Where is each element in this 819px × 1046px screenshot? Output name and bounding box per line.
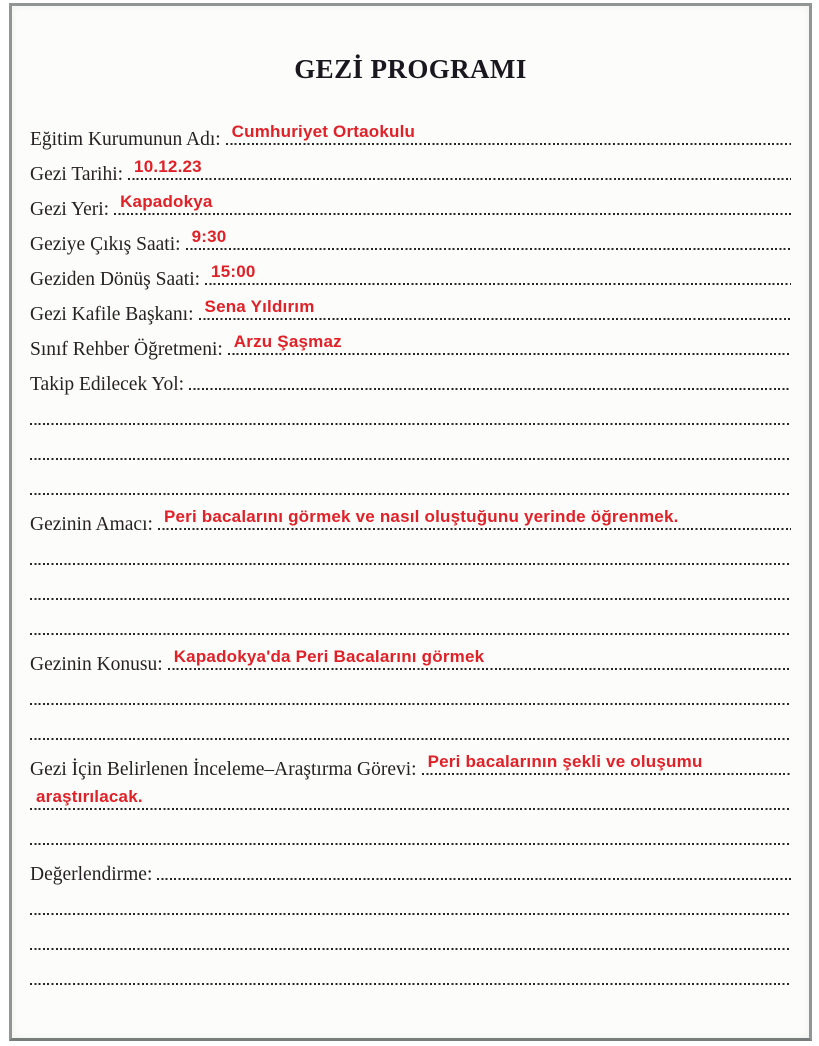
field-sinif-rehber-ogretmeni: [30, 325, 791, 360]
blank-line: [30, 535, 791, 570]
blank-line: [30, 570, 791, 605]
handwritten-value: Kapadokya'da Peri Bacalarını görmek: [173, 647, 485, 666]
dotted-line: [168, 647, 791, 670]
field-label: Gezinin Konusu:: [30, 653, 163, 675]
blank-line: [30, 885, 791, 920]
handwritten-value: 15:00: [211, 262, 256, 281]
field-label: Eğitim Kurumunun Adı:: [30, 128, 221, 150]
dotted-line: [157, 877, 791, 880]
dotted-line: [199, 297, 791, 320]
field-label: Geziye Çıkış Saati:: [30, 233, 181, 255]
field-label: Gezi İçin Belirlenen İnceleme–Araştırma Görevi:: [30, 758, 417, 780]
field-label: Gezi Tarihi:: [30, 163, 124, 185]
blank-line: [30, 465, 791, 500]
dotted-line: [30, 982, 791, 985]
scanned-form-page: [9, 3, 812, 1041]
blank-line: [30, 430, 791, 465]
blank-line: [30, 920, 791, 955]
blank-line: [30, 675, 791, 710]
field-gezinin-amaci: [30, 500, 791, 535]
handwritten-value: Arzu Şaşmaz: [233, 332, 342, 351]
handwritten-value: araştırılacak.: [36, 787, 143, 806]
dotted-line: [30, 842, 791, 845]
dotted-line: [30, 912, 791, 915]
dotted-line: [30, 702, 791, 705]
dotted-line: [228, 332, 791, 355]
dotted-line: [30, 597, 791, 600]
field-label: Gezinin Amacı:: [30, 513, 153, 535]
field-gezi-tarihi: [30, 150, 791, 185]
field-label: Geziden Dönüş Saati:: [30, 268, 201, 290]
field-gezinin-konusu: [30, 640, 791, 675]
dotted-line: [30, 737, 791, 740]
handwritten-value: 9:30: [191, 227, 227, 246]
dotted-line: [158, 507, 791, 530]
field-gezi-kafile-baskani: [30, 290, 791, 325]
dotted-line: [30, 457, 791, 460]
field-geziden-donus-saati: [30, 255, 791, 290]
dotted-line: [30, 562, 791, 565]
field-label: Sınıf Rehber Öğretmeni:: [30, 338, 223, 360]
field-label: Takip Edilecek Yol:: [30, 373, 185, 395]
dotted-line: [205, 262, 791, 285]
field-label: Değerlendirme:: [30, 863, 153, 885]
blank-line: [30, 710, 791, 745]
field-egitim-kurumunun-adi: [30, 115, 791, 150]
dotted-line: [422, 752, 791, 775]
handwritten-value: Sena Yıldırım: [204, 297, 315, 316]
field-degerlendirme: [30, 850, 791, 885]
value-continuation-line: [30, 780, 791, 815]
handwritten-value: Peri bacalarını görmek ve nasıl oluştuğunu yerinde öğrenmek.: [163, 507, 679, 526]
page-title: GEZİ PROGRAMI: [294, 54, 527, 84]
handwritten-value: Peri bacalarının şekli ve oluşumu: [427, 752, 703, 771]
field-label: Gezi Kafile Başkanı:: [30, 303, 194, 325]
blank-line: [30, 605, 791, 640]
field-geziye-cikis-saati: [30, 220, 791, 255]
dotted-line: [189, 387, 791, 390]
dotted-line: [30, 422, 791, 425]
dotted-line: [30, 787, 791, 810]
blank-line: [30, 395, 791, 430]
handwritten-value: 10.12.23: [134, 157, 202, 176]
field-label: Gezi Yeri:: [30, 198, 110, 220]
handwritten-value: Kapadokya: [120, 192, 213, 211]
field-gezi-yeri: [30, 185, 791, 220]
blank-line: [30, 815, 791, 850]
dotted-line: [114, 192, 791, 215]
dotted-line: [30, 492, 791, 495]
blank-line: [30, 955, 791, 990]
dotted-line: [30, 632, 791, 635]
field-inceleme-arastirma-gorevi: [30, 745, 791, 780]
dotted-line: [226, 122, 791, 145]
dotted-line: [30, 947, 791, 950]
field-takip-edilecek-yol: [30, 360, 791, 395]
handwritten-value: Cumhuriyet Ortaokulu: [231, 122, 416, 141]
dotted-line: [128, 157, 791, 180]
form-rows: [30, 115, 791, 990]
dotted-line: [186, 227, 791, 250]
